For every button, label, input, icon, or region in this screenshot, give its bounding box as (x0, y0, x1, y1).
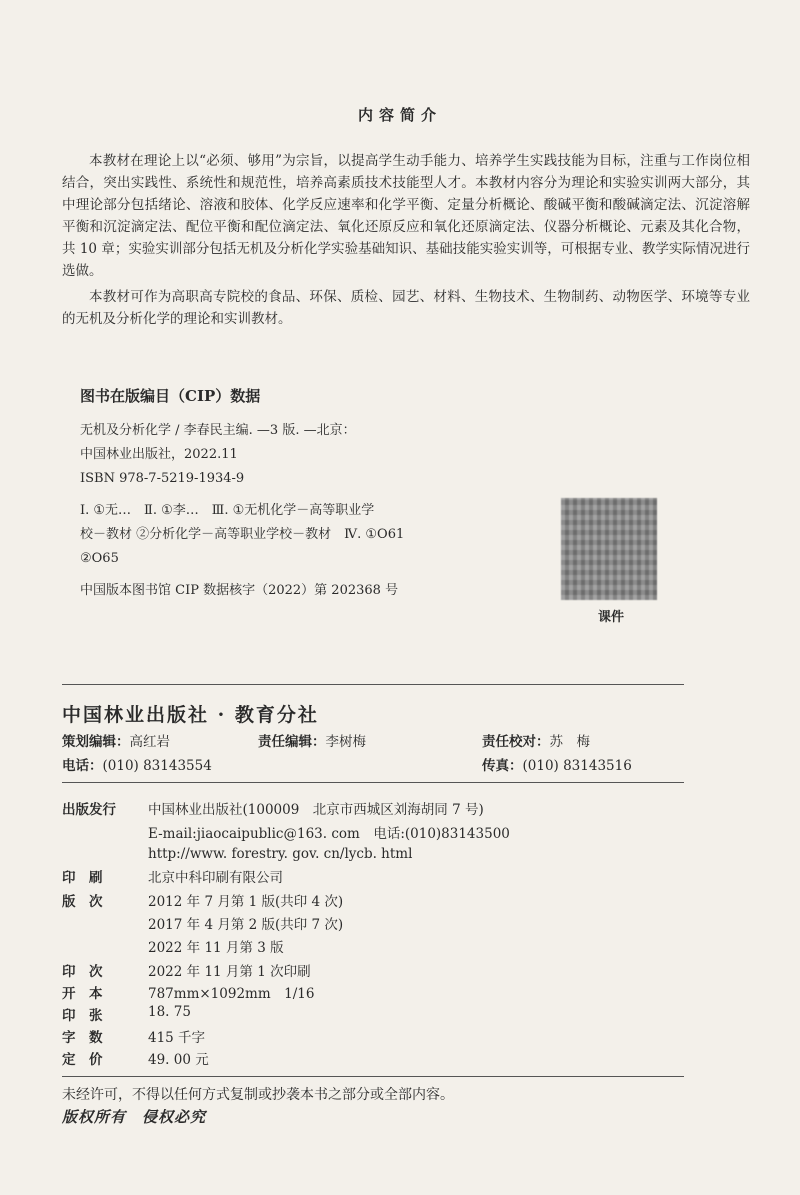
copyright-notice: 未经许可，不得以任何方式复制或抄袭本书之部分或全部内容。 (62, 1087, 454, 1103)
cip-line: ISBN 978-7-5219-1934-9 (80, 471, 245, 486)
publisher-name: 中国林业出版社 · 教育分社 (62, 704, 319, 726)
proofreader-label: 责任校对： (482, 734, 550, 750)
words-value: 415 千字 (148, 1030, 206, 1046)
proofreader (482, 732, 590, 752)
qr-label: 课件 (597, 610, 624, 625)
words-label: 字 数 (62, 1030, 103, 1046)
edition-line: 2012 年 7 月第 1 版(共印 4 次) (148, 894, 344, 910)
format-label: 开 本 (62, 986, 103, 1002)
phone-value: (010) 83143554 (102, 758, 212, 774)
cip-line: 无机及分析化学 / 李春民主编. —3 版. —北京： (80, 423, 356, 438)
fax-label: 传真： (482, 758, 523, 774)
phone (62, 756, 212, 776)
sheets-label: 印 张 (62, 1008, 103, 1024)
website-line: http://www. forestry. gov. cn/lycb. html (148, 846, 413, 862)
issue-label: 出版发行 (62, 802, 116, 818)
fax-value: (010) 83143516 (522, 758, 632, 774)
print-value: 北京中科印刷有限公司 (148, 870, 283, 886)
cip-line: 中国林业出版社，2022.11 (80, 447, 238, 462)
edition-line: 2022 年 11 月第 3 版 (148, 940, 284, 956)
cip-line: 校－教材 ②分析化学－高等职业学校－教材 Ⅳ. ①O61 (80, 527, 405, 542)
divider (62, 1076, 684, 1077)
cip-data-number: 中国版本图书馆 CIP 数据核字（2022）第 202368 号 (80, 583, 399, 598)
format-value: 787mm×1092mm 1/16 (148, 986, 315, 1002)
edition-label: 版 次 (62, 894, 103, 910)
fax (482, 756, 632, 776)
divider (62, 782, 684, 783)
printing-label: 印 次 (62, 964, 103, 980)
phone-label: 电话： (62, 758, 103, 774)
planning-editor-value: 高红岩 (129, 734, 170, 750)
edition-line: 2017 年 4 月第 2 版(共印 7 次) (148, 917, 344, 933)
cip-line: ②O65 (80, 551, 119, 566)
sheets-value: 18. 75 (148, 1004, 191, 1020)
responsible-editor-label: 责任编辑： (258, 734, 326, 750)
proofreader-value: 苏 梅 (549, 734, 590, 750)
planning-editor-label: 策划编辑： (62, 734, 130, 750)
intro-title: 内容简介 (357, 106, 442, 124)
intro-paragraph-1: 本教材在理论上以“必须、够用”为宗旨，以提高学生动手能力、培养学生实践技能为目标，注重与工作岗位相结合，突出实践性、系统性和规范性，培养高素质技术技能型人才。本教材内容分为理论和实验实训两大部分，其中理论部分包括绪论、溶液和胶体、化学反应速率和化学平衡、定量分析概论、酸碱平衡和酸碱滴定法、沉淀溶解平衡和沉淀滴定法、配位平衡和配位滴定法、氧化还原反应和氧化还原滴定法、仪器分析概论、元素及其化合物，共 10 章；实验实训部分包括无机及分析化学实验基础知识、基础技能实验实训等，可根据专业、教学实际情况进行选做。 (62, 153, 750, 279)
print-label: 印 刷 (62, 870, 103, 886)
rights-reserved: 版权所有 侵权必究 (62, 1108, 207, 1126)
printing-value: 2022 年 11 月第 1 次印刷 (148, 964, 311, 980)
responsible-editor-value: 李树梅 (325, 734, 366, 750)
qr-code[interactable] (561, 498, 657, 600)
email-phone-line: E-mail:jiaocaipublic@163. com 电话:(010)83143500 (148, 826, 510, 842)
price-label: 定 价 (62, 1052, 103, 1068)
cip-title: 图书在版编目（CIP）数据 (80, 387, 261, 405)
cip-line: Ⅰ. ①无… Ⅱ. ①李… Ⅲ. ①无机化学－高等职业学 (80, 503, 375, 518)
responsible-editor (258, 732, 366, 752)
divider (62, 684, 684, 685)
price-value: 49. 00 元 (148, 1052, 209, 1068)
issue-line: 中国林业出版社(100009 北京市西城区刘海胡同 7 号) (148, 802, 484, 818)
planning-editor (62, 732, 170, 752)
intro-paragraph-2: 本教材可作为高职高专院校的食品、环保、质检、园艺、材料、生物技术、生物制药、动物医学、环境等专业的无机及分析化学的理论和实训教材。 (62, 289, 750, 327)
